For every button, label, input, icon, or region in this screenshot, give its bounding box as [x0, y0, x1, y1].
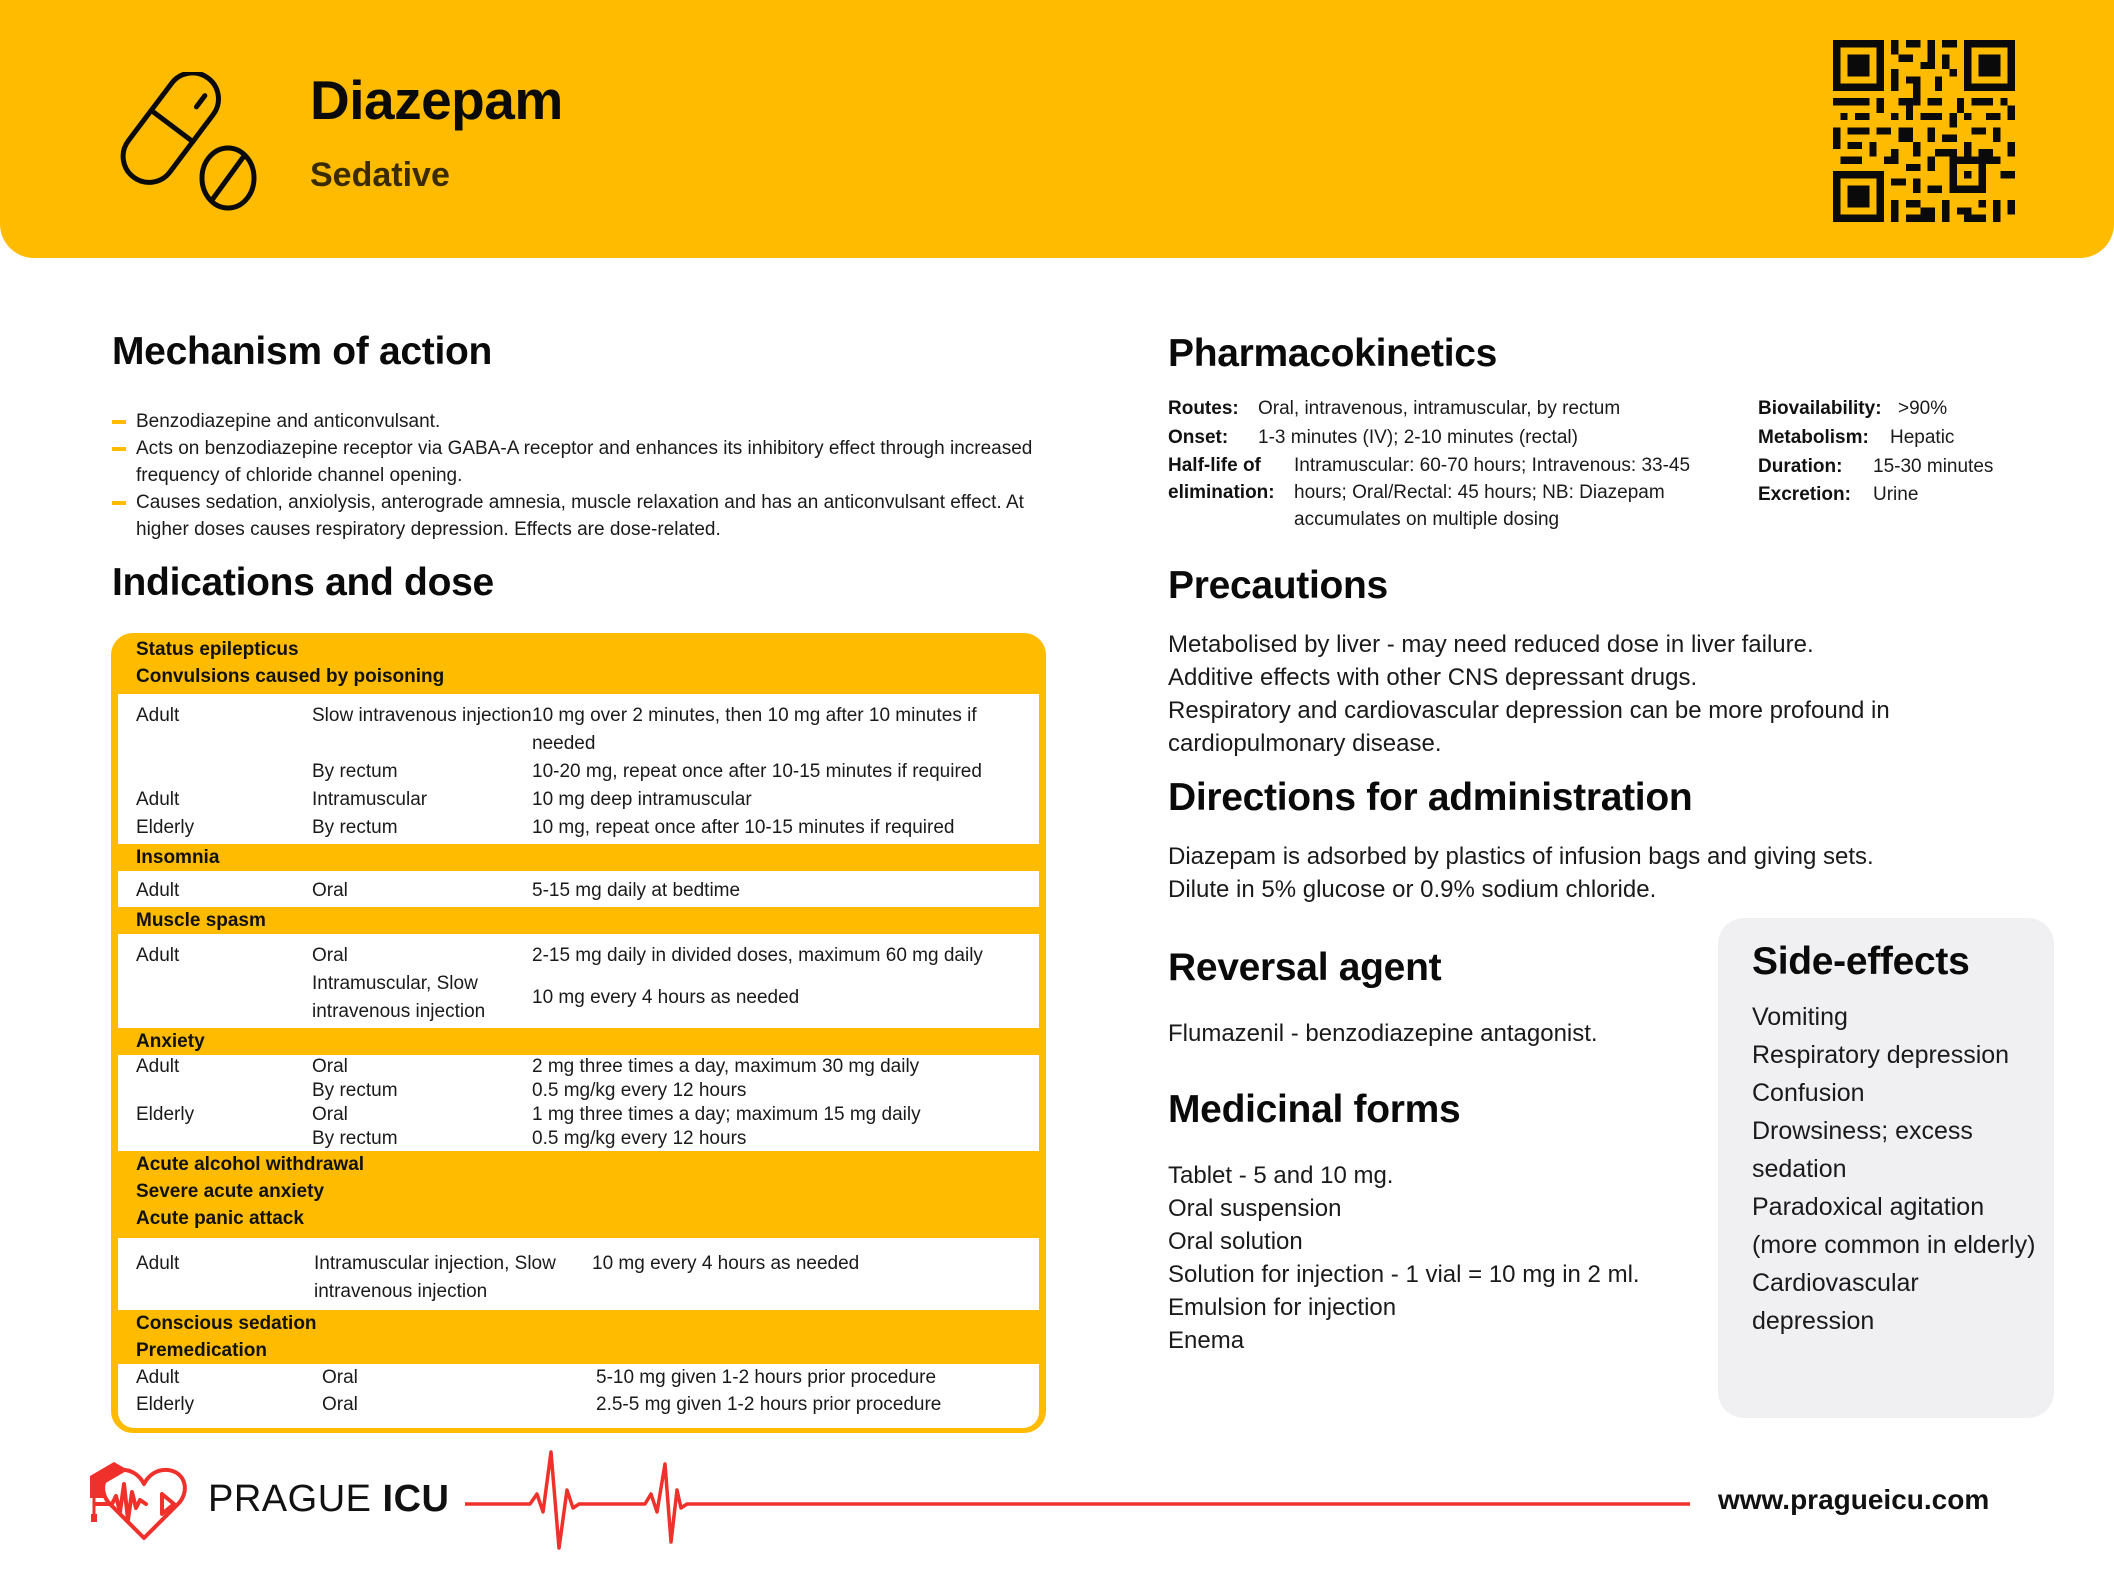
mechanism-list — [112, 408, 1042, 543]
list-item: Acts on benzodiazepine receptor via GABA-A receptor and enhances its inhibitory effect through increased frequency of chloride channel opening. — [112, 435, 1042, 489]
pill-capsule-icon — [118, 72, 268, 212]
list-item: Oral suspension — [1168, 1195, 1342, 1222]
table-row: Adult Intramuscular 10 mg deep intramuscular — [136, 789, 752, 810]
forms-list — [1168, 1159, 1728, 1357]
list-item: Causes sedation, anxiolysis, anterograde amnesia, muscle relaxation and has an anticonvulsant effect. At higher doses causes respiratory depression. Effects are dose-related. — [112, 489, 1042, 543]
indication-heading: Severe acute anxiety — [136, 1181, 325, 1202]
list-item: Confusion — [1752, 1079, 1865, 1107]
indication-heading: Acute alcohol withdrawal — [136, 1154, 365, 1175]
precautions-text: Metabolised by liver - may need reduced dose in liver failure. Additive effects with other CNS depressant drugs. Respiratory and cardiovascular depression can be more profound in cardiopulmonary disease. — [1168, 631, 1890, 757]
ecg-line-icon — [465, 1450, 1690, 1560]
indication-group — [118, 844, 1039, 907]
pk-routes: Routes: Oral, intravenous, intramuscular, by rectum — [1168, 398, 1621, 419]
drug-name: Diazepam — [310, 69, 563, 131]
indication-group — [118, 1310, 1039, 1428]
list-item: Cardiovascular depression — [1752, 1269, 1919, 1335]
table-row: By rectum 0.5 mg/kg every 12 hours — [312, 1128, 747, 1149]
footer-brand: PRAGUE ICU — [208, 1478, 450, 1520]
indication-heading: Insomnia — [136, 847, 220, 868]
pk-metabolism: Metabolism: Hepatic — [1758, 427, 1955, 448]
indications-title: Indications and dose — [112, 561, 494, 604]
side-effects-list — [1752, 998, 2042, 1340]
list-item: Emulsion for injection — [1168, 1294, 1397, 1321]
table-row: Adult Oral 2-15 mg daily in divided doses, maximum 60 mg daily — [136, 945, 983, 966]
indication-heading: Convulsions caused by poisoning — [136, 666, 445, 687]
mechanism-title: Mechanism of action — [112, 330, 493, 373]
header-banner — [0, 0, 2114, 258]
indication-heading: Muscle spasm — [136, 910, 266, 931]
pk-bioavailability: Biovailability: >90% — [1758, 398, 1948, 419]
table-row: Adult Slow intravenous injection 10 mg over 2 minutes, then 10 mg after 10 minutes if needed — [136, 705, 977, 754]
table-row: Intramuscular, Slow intravenous injection 10 mg every 4 hours as needed — [312, 973, 800, 1022]
list-item: Tablet - 5 and 10 mg. — [1168, 1162, 1394, 1189]
table-row: Elderly Oral 2.5-5 mg given 1-2 hours prior procedure — [136, 1394, 942, 1415]
pk-excretion: Excretion: Urine — [1758, 484, 1919, 505]
indication-group — [118, 1151, 1039, 1310]
list-item: Respiratory depression — [1752, 1041, 2010, 1069]
pk-onset: Onset: 1-3 minutes (IV); 2-10 minutes (rectal) — [1168, 427, 1578, 448]
list-item: Paradoxical agitation (more common in elderly) — [1752, 1193, 2036, 1259]
prague-icu-logo-icon — [88, 1458, 200, 1542]
table-row: Elderly Oral 1 mg three times a day; maximum 15 mg daily — [136, 1104, 921, 1125]
list-item: Oral solution — [1168, 1228, 1303, 1255]
bullet-dash-icon — [112, 501, 126, 505]
indication-heading: Acute panic attack — [136, 1208, 304, 1229]
pk-duration: Duration: 15-30 minutes — [1758, 456, 1994, 477]
list-item: Vomiting — [1752, 1003, 1848, 1031]
side-effects-panel — [1718, 918, 2054, 1418]
list-item: Benzodiazepine and anticonvulsant. — [112, 408, 1042, 435]
pk-half-life: Half-life of elimination: Intramuscular: 60-70 hours; Intravenous: 33-45 hours; Oral/Rectal: 45 hours; NB: Diazepam accumulates on multiple dosing — [1168, 455, 1691, 530]
precautions-title: Precautions — [1168, 564, 1388, 607]
list-item: Solution for injection - 1 vial = 10 mg in 2 ml. — [1168, 1261, 1640, 1288]
directions-title: Directions for administration — [1168, 776, 1693, 819]
side-effects-title: Side-effects — [1752, 940, 1970, 983]
table-row: By rectum 0.5 mg/kg every 12 hours — [312, 1080, 747, 1101]
indication-heading: Status epilepticus — [136, 639, 299, 660]
indications-table — [111, 633, 1046, 1433]
bullet-dash-icon — [112, 420, 126, 424]
table-row: Adult Oral 5-10 mg given 1-2 hours prior procedure — [136, 1367, 937, 1388]
forms-title: Medicinal forms — [1168, 1088, 1461, 1131]
drug-class: Sedative — [310, 156, 450, 194]
pharmacokinetics-title: Pharmacokinetics — [1168, 332, 1498, 375]
website-link[interactable]: www.pragueicu.com — [1718, 1484, 1990, 1515]
list-item: Enema — [1168, 1327, 1245, 1354]
qr-code-icon[interactable] — [1833, 40, 2015, 222]
indication-heading: Premedication — [136, 1340, 267, 1361]
indication-group — [118, 1028, 1039, 1151]
directions-text: Diazepam is adsorbed by plastics of infusion bags and giving sets. Dilute in 5% glucose or 0.9% sodium chloride. — [1168, 843, 1874, 903]
table-row: Adult Oral 2 mg three times a day, maximum 30 mg daily — [136, 1056, 920, 1077]
indication-group — [118, 907, 1039, 1028]
bullet-dash-icon — [112, 447, 126, 451]
reversal-text: Flumazenil - benzodiazepine antagonist. — [1168, 1020, 1598, 1047]
list-item: Drowsiness; excess sedation — [1752, 1117, 1973, 1183]
indication-heading: Anxiety — [136, 1031, 205, 1052]
indication-heading: Conscious sedation — [136, 1313, 317, 1334]
reversal-title: Reversal agent — [1168, 946, 1442, 989]
indication-group — [118, 633, 1039, 844]
table-row: Elderly By rectum 10 mg, repeat once after 10-15 minutes if required — [136, 817, 955, 838]
table-row: Adult Intramuscular injection, Slow intravenous injection 10 mg every 4 hours as needed — [136, 1253, 860, 1302]
table-row: By rectum 10-20 mg, repeat once after 10-15 minutes if required — [312, 761, 982, 782]
table-row: Adult Oral 5-15 mg daily at bedtime — [136, 880, 741, 901]
